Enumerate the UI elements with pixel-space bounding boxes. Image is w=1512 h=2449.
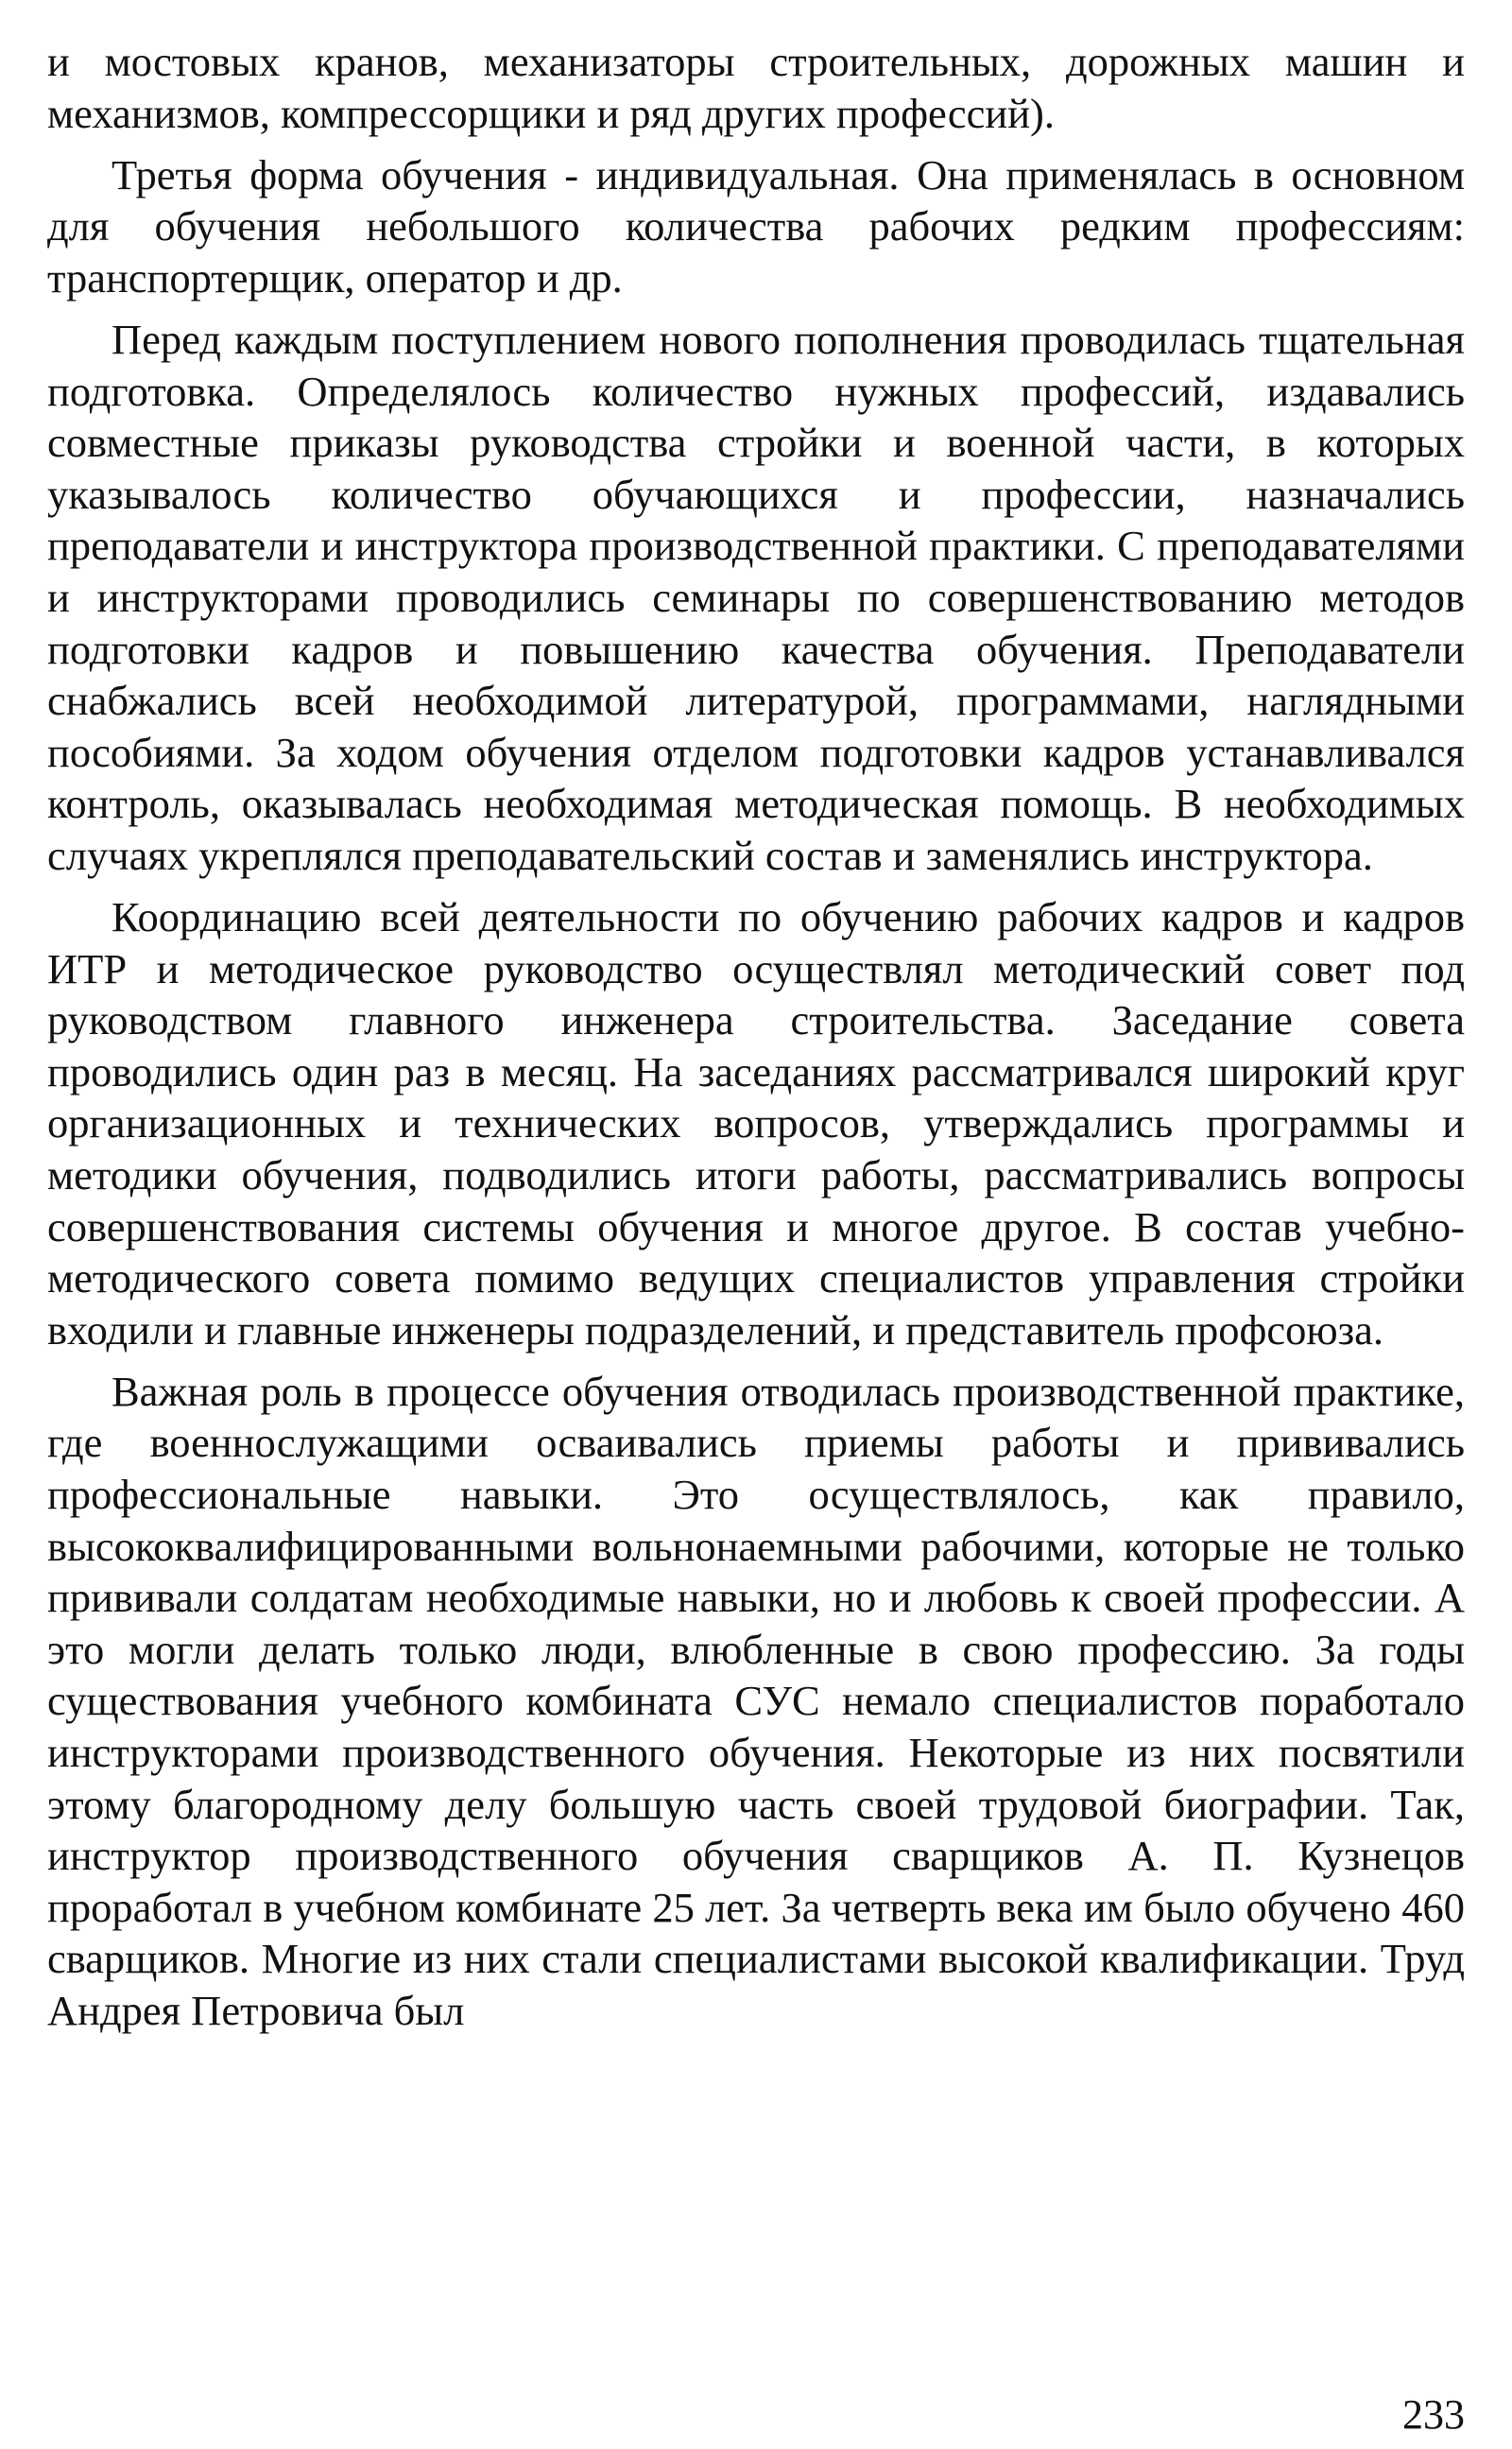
page-body <box>47 36 1465 2418</box>
paragraph-5: Важная роль в процессе обучения отводилась производственной практике, где военнослужащими осваивались приемы работы и прививались профессиональные навыки. Это осуществлялось, как правило, высококвалифицированными вольнонаемными рабочими, которые не только прививали солдатам необходимые навыки, но и любовь к своей профессии. А это могли делать только люди, влюбленные в свою профессию. За годы существования учебного комбината СУС немало специалистов поработало инструкторами производственного обучения. Некоторые из них посвятили этому благородному делу большую часть своей трудовой биографии. Так, инструктор производственного обучения сварщиков А. П. Кузнецов проработал в учебном комбинате 25 лет. За четверть века им было обучено 460 сварщиков. Многие из них стали специалистами высокой квалификации. Труд Андрея Петровича был <box>47 1367 1465 2034</box>
paragraph-4: Координацию всей деятельности по обучению рабочих кадров и кадров ИТР и методическое руководство осуществлял методический совет под руководством главного инженера строительства. Заседание совета проводились один раз в месяц. На заседаниях рассматривался широкий круг организационных и технических вопросов, утверждались программы и методики обучения, подводились итоги работы, рассматривались вопросы совершенствования системы обучения и многое другое. В состав учебно-методического совета помимо ведущих специалистов управления стройки входили и главные инженеры подразделений, и представитель профсоюза. <box>47 893 1465 1354</box>
page-number: 233 <box>1402 2391 1465 2438</box>
paragraph-3: Перед каждым поступлением нового пополнения проводилась тщательная подготовка. Определялось количество нужных профессий, издавались совместные приказы руководства стройки и военной части, в которых указывалось количество обучающихся и профессии, назначались преподаватели и инструктора производственной практики. С преподавателями и инструкторами проводились семинары по совершенствованию методов подготовки кадров и повышению качества обучения. Преподаватели снабжались всей необходимой литературой, программами, наглядными пособиями. За ходом обучения отделом подготовки кадров устанавливался контроль, оказывалась необходимая методическая помощь. В необходимых случаях укреплялся преподавательский состав и заменялись инструктора. <box>47 315 1465 879</box>
paragraph-1: и мостовых кранов, механизаторы строительных, дорожных машин и механизмов, компрессорщики и ряд других профессий). <box>47 38 1465 137</box>
paragraph-2: Третья форма обучения - индивидуальная. Она применялась в основном для обучения небольшого количества рабочих редким профессиям: транспортерщик, оператор и др. <box>47 150 1465 302</box>
